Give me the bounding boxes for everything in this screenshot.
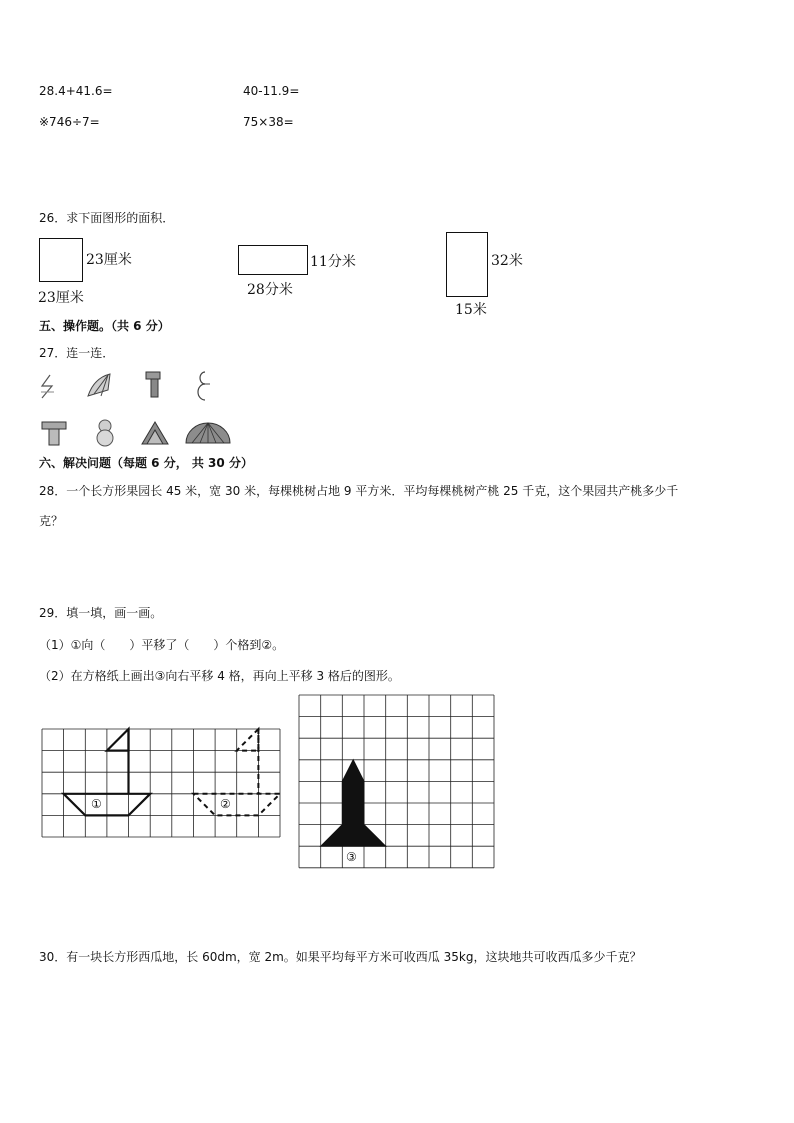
question-28-line-1: 28．一个长方形果园长 45 米，宽 30 米，每棵桃树占地 9 平方米．平均每棵桃树产桃 25 千克，这个果园共产桃多少千 — [39, 484, 679, 498]
question-27-text: 27．连一连． — [39, 346, 115, 360]
calc-expression-4: 75×38= — [243, 115, 294, 129]
grid-paper-1 — [40, 728, 282, 838]
rectangle-1-width-label: 28分米 — [247, 282, 293, 298]
boat-2-label: ② — [220, 797, 231, 811]
square-side-label: 23厘米 — [86, 252, 132, 268]
question-29-part-1: （1）①向（ ）平移了（ ）个格到②。 — [39, 638, 285, 652]
question-26-text: 26．求下面图形的面积． — [39, 211, 175, 225]
calc-expression-1: 28.4+41.6= — [39, 84, 113, 98]
rectangle-1-height-label: 11分米 — [310, 254, 356, 270]
square-figure — [39, 238, 83, 282]
question-28-line-2: 克？ — [39, 514, 64, 528]
question-30-text: 30．有一块长方形西瓜地，长 60dm，宽 2m。如果平均每平方米可收西瓜 35kg，这块地共可收西瓜多少千克？ — [39, 950, 642, 964]
grid-paper-2 — [298, 694, 496, 870]
rocket-label: ③ — [346, 850, 357, 864]
umbrella-side-view-icon — [86, 372, 114, 400]
lamp-side-view-icon — [143, 370, 163, 400]
umbrella-front-view-icon — [184, 421, 232, 445]
rectangle-figure-2 — [446, 232, 488, 297]
calc-expression-3: ※746÷7= — [39, 115, 100, 129]
lamp-front-view-icon — [40, 420, 68, 446]
rectangle-figure-1 — [238, 245, 308, 275]
square-bottom-label: 23厘米 — [38, 290, 84, 306]
section-6-title: 六、解决问题（每题 6 分， 共 30 分） — [39, 456, 253, 470]
grid-1-lines — [42, 729, 280, 837]
snowman-side-view-icon — [197, 370, 213, 402]
question-29-text: 29．填一填，画一画。 — [39, 606, 163, 620]
snowman-front-view-icon — [94, 419, 116, 447]
tree-front-view-icon — [140, 420, 170, 446]
question-29-part-2: （2）在方格纸上画出③向右平移 4 格，再向上平移 3 格后的图形。 — [39, 669, 400, 683]
boat-1-label: ① — [91, 797, 102, 811]
rectangle-2-height-label: 32米 — [491, 253, 523, 269]
shape-side-view-icon — [38, 372, 58, 402]
rectangle-2-width-label: 15米 — [455, 302, 487, 318]
calc-expression-2: 40-11.9= — [243, 84, 300, 98]
section-5-title: 五、操作题。（共 6 分） — [39, 319, 170, 333]
